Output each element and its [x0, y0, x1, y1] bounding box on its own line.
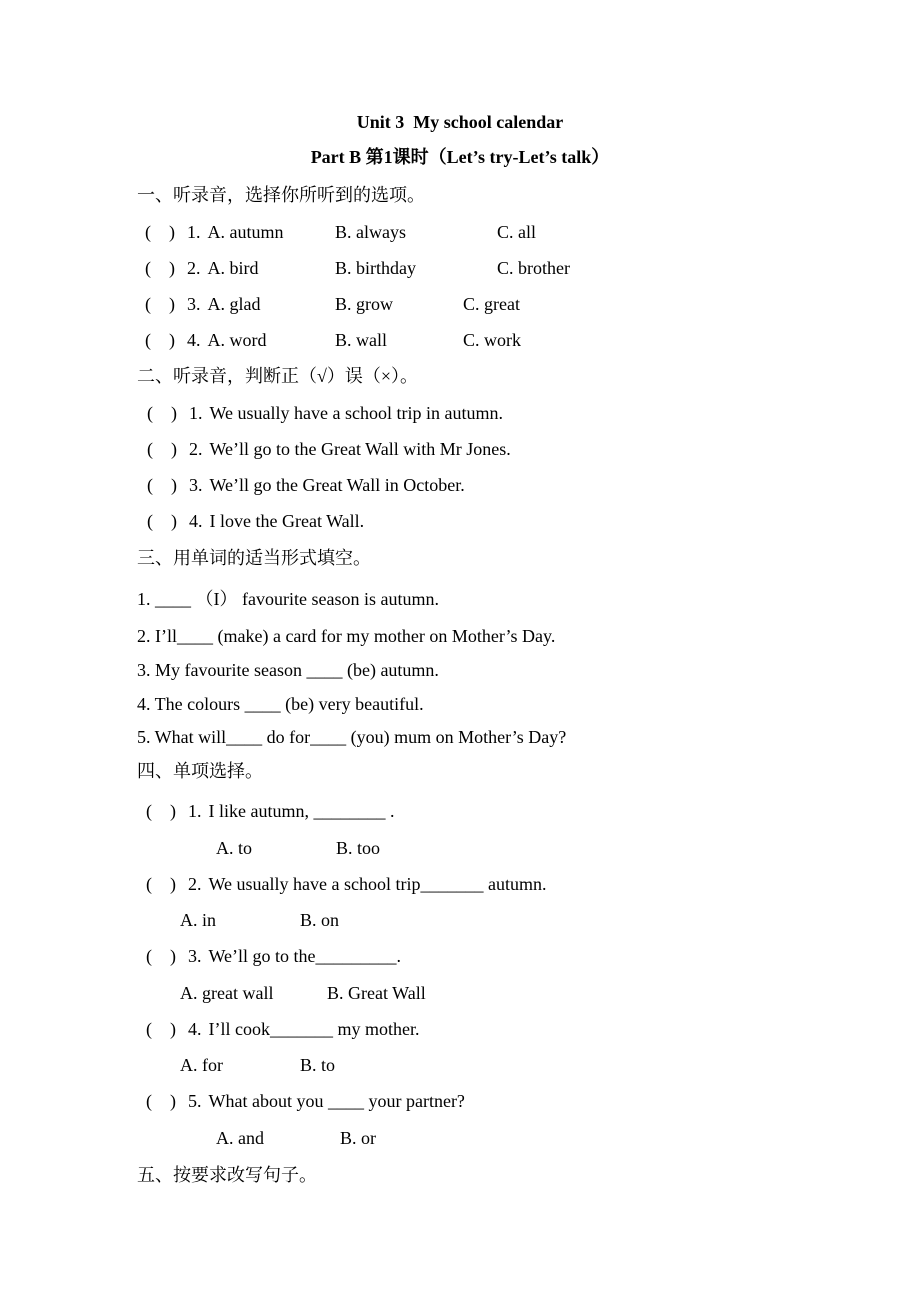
- option-a: A. word: [207, 330, 267, 350]
- sentence: We’ll go to the Great Wall with Mr Jones.: [209, 439, 511, 459]
- item-number: 2.: [188, 874, 202, 894]
- doc-subtitle: Part B 第1课时（Let’s try-Let’s talk）: [310, 147, 610, 167]
- option-a: A. and: [216, 1128, 264, 1148]
- answer-bracket: ( ): [146, 1019, 176, 1039]
- true-false-item: [147, 510, 364, 532]
- item-number: 3.: [189, 475, 203, 495]
- answer-bracket: ( ): [146, 801, 176, 821]
- stem-text: We’ll go to the_________.: [208, 946, 402, 966]
- item-number: 4.: [187, 330, 201, 350]
- section-3-heading: 三、用单词的适当形式填空。: [137, 548, 371, 568]
- item-number: 4.: [189, 511, 203, 531]
- sentence: We’ll go the Great Wall in October.: [209, 475, 465, 495]
- option-a: A. for: [180, 1055, 223, 1075]
- item-number: 4.: [188, 1019, 202, 1039]
- option-a: A. in: [180, 910, 216, 930]
- choice-options: [216, 1127, 376, 1149]
- option-a: A. bird: [207, 258, 259, 278]
- option-b: B. Great Wall: [327, 983, 426, 1003]
- section-5-heading: 五、按要求改写句子。: [137, 1165, 317, 1185]
- option-a: A. great wall: [180, 983, 274, 1003]
- answer-bracket: ( ): [146, 946, 176, 966]
- answer-bracket: ( ): [145, 258, 175, 278]
- choice-stem: [146, 800, 394, 822]
- item-number: 3.: [188, 946, 202, 966]
- option-b: B. or: [340, 1128, 376, 1148]
- option-c: C. work: [463, 330, 521, 350]
- option-b: B. grow: [335, 294, 393, 314]
- fill-blank-item: 4. The colours ____ (be) very beautiful.: [137, 694, 424, 714]
- stem-text: I’ll cook_______ my mother.: [208, 1019, 420, 1039]
- listening-choice-item: [145, 257, 570, 279]
- answer-bracket: ( ): [147, 403, 177, 423]
- item-number: 2.: [189, 439, 203, 459]
- option-b: B. to: [300, 1055, 336, 1075]
- option-c: C. all: [497, 222, 536, 242]
- option-b: B. wall: [335, 330, 387, 350]
- answer-bracket: ( ): [145, 294, 175, 314]
- true-false-item: [147, 402, 503, 424]
- answer-bracket: ( ): [146, 1091, 176, 1111]
- doc-title: Unit 3 My school calendar: [356, 112, 564, 132]
- answer-bracket: ( ): [147, 511, 177, 531]
- option-a: A. autumn: [207, 222, 284, 242]
- true-false-item: [147, 474, 465, 496]
- choice-stem: [146, 945, 401, 967]
- item-number: 3.: [187, 294, 201, 314]
- option-a: A. to: [216, 838, 252, 858]
- item-number: 1.: [189, 403, 203, 423]
- fill-blank-item: 1. ____ （I） favourite season is autumn.: [137, 589, 439, 609]
- fill-blank-item: 2. I’ll____ (make) a card for my mother on Mother’s Day.: [137, 626, 556, 646]
- sentence: I love the Great Wall.: [209, 511, 365, 531]
- option-a: A. glad: [207, 294, 261, 314]
- fill-blank-item: 5. What will____ do for____ (you) mum on Mother’s Day?: [137, 727, 567, 747]
- listening-choice-item: [145, 221, 536, 243]
- answer-bracket: ( ): [145, 222, 175, 242]
- listening-choice-item: [145, 329, 521, 351]
- option-c: C. brother: [497, 258, 570, 278]
- stem-text: We usually have a school trip_______ autumn.: [208, 874, 547, 894]
- listening-choice-item: [145, 293, 520, 315]
- choice-options: [180, 909, 339, 931]
- fill-blank-item: 3. My favourite season ____ (be) autumn.: [137, 660, 439, 680]
- true-false-item: [147, 438, 511, 460]
- sentence: We usually have a school trip in autumn.: [209, 403, 503, 423]
- item-number: 2.: [187, 258, 201, 278]
- section-4-heading: 四、单项选择。: [137, 761, 263, 781]
- option-b: B. always: [335, 222, 406, 242]
- item-number: 1.: [188, 801, 202, 821]
- choice-stem: [146, 1090, 465, 1112]
- section-2-heading: 二、听录音，判断正（√）误（×）。: [137, 366, 419, 386]
- option-b: B. on: [300, 910, 340, 930]
- answer-bracket: ( ): [147, 475, 177, 495]
- item-number: 5.: [188, 1091, 202, 1111]
- stem-text: What about you ____ your partner?: [208, 1091, 465, 1111]
- section-1-heading: 一、听录音，选择你所听到的选项。: [137, 185, 425, 205]
- stem-text: I like autumn, ________ .: [208, 801, 395, 821]
- choice-options: [180, 1054, 335, 1076]
- choice-options: [180, 982, 426, 1004]
- choice-stem: [146, 873, 546, 895]
- option-b: B. too: [336, 838, 381, 858]
- answer-bracket: ( ): [147, 439, 177, 459]
- option-b: B. birthday: [335, 258, 416, 278]
- option-c: C. great: [463, 294, 520, 314]
- item-number: 1.: [187, 222, 201, 242]
- choice-stem: [146, 1018, 419, 1040]
- answer-bracket: ( ): [145, 330, 175, 350]
- answer-bracket: ( ): [146, 874, 176, 894]
- choice-options: [216, 837, 380, 859]
